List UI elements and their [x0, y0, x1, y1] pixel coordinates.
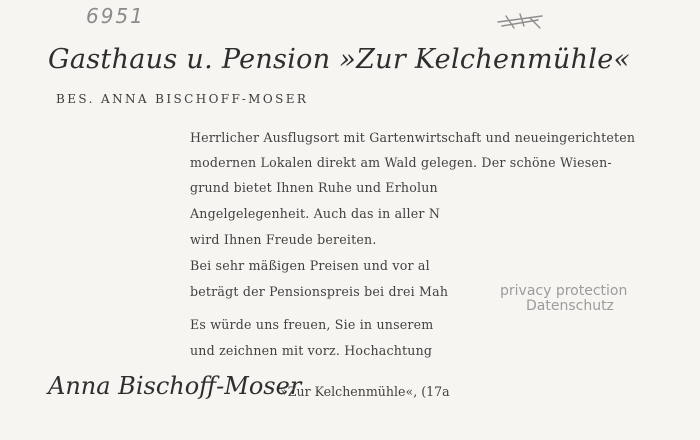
body-line-5: wird Ihnen Freude bereiten.: [190, 232, 377, 247]
body-line-4: Angelgelegenheit. Auch das in aller N: [190, 206, 441, 221]
cropped-blank-area: [452, 176, 642, 366]
body-line-3: grund bietet Ihnen Ruhe und Erholun: [190, 180, 438, 195]
business-title: Gasthaus u. Pension »Zur Kelchenmühle«: [48, 44, 631, 75]
body-line-7: beträgt der Pensionspreis bei drei Mah: [190, 284, 449, 299]
handwritten-number: 6951: [86, 4, 145, 28]
watermark-line-2: Datenschutz: [526, 298, 614, 314]
owner-line: BES. ANNA BISCHOFF-MOSER: [56, 92, 309, 106]
body-line-9: und zeichnen mit vorz. Hochachtung: [190, 343, 433, 358]
body-line-2: modernen Lokalen direkt am Wald gelegen. Der schöne Wiesen-: [190, 155, 612, 170]
signature: Anna Bischoff-Moser: [48, 372, 302, 400]
ink-stamp-mark: [494, 10, 546, 32]
body-line-6: Bei sehr mäßigen Preisen und vor al: [190, 258, 430, 273]
watermark-line-1: privacy protection: [500, 283, 628, 299]
body-line-1: Herrlicher Ausflugsort mit Gartenwirtschaft und neueingerichteten: [190, 130, 636, 145]
privacy-watermark: [500, 284, 627, 314]
body-line-8: Es würde uns freuen, Sie in unserem: [190, 317, 434, 332]
signature-address: »Zur Kelchenmühle«, (17a: [280, 384, 450, 399]
